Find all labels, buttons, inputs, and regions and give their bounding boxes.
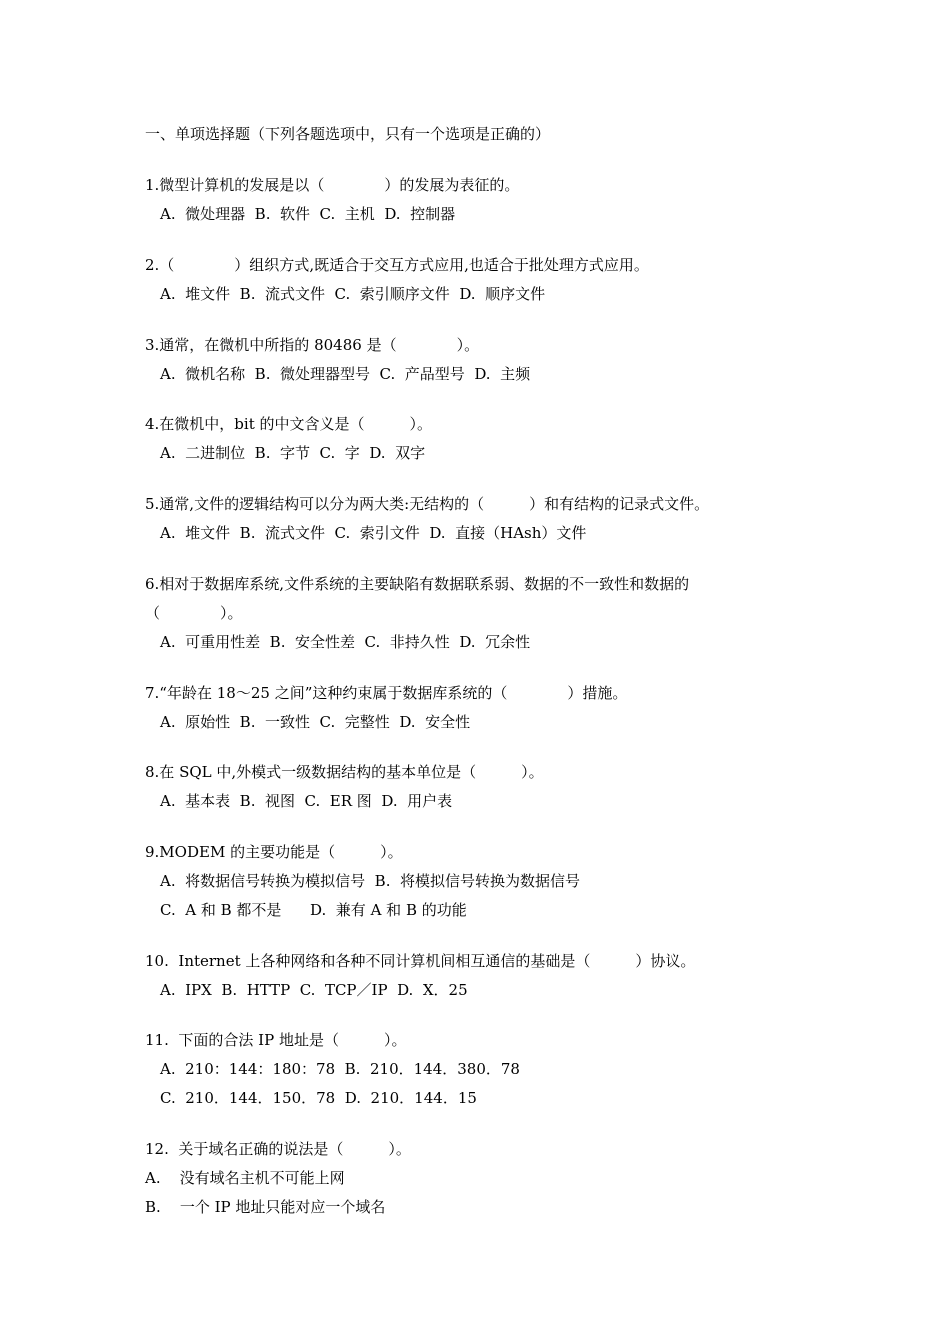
question-2-options: A. 堆文件 B. 流式文件 C. 索引顺序文件 D. 顺序文件 [160,285,546,303]
question-4-stem: 4.在微机中，bit 的中文含义是（ ）。 [145,415,433,433]
question-11-stem: 11. 下面的合法 IP 地址是（ ）。 [145,1031,407,1049]
question-10-options: A. IPX B. HTTP C. TCP／IP D. X．25 [160,981,468,999]
question-12-option-b: B. 一个 IP 地址只能对应一个域名 [145,1198,386,1216]
question-8-stem: 8.在 SQL 中,外模式一级数据结构的基本单位是（ ）。 [145,763,544,781]
question-1-options: A. 微处理器 B. 软件 C. 主机 D. 控制器 [160,205,456,223]
question-11-options-row-2: C. 210．144．150．78 D. 210．144．15 [160,1089,477,1107]
question-12-stem: 12. 关于域名正确的说法是（ ）。 [145,1140,411,1158]
question-11-options-row-1: A. 210：144：180：78 B. 210．144．380．78 [160,1060,520,1078]
question-8-options: A. 基本表 B. 视图 C. ER 图 D. 用户表 [160,792,453,810]
question-4-options: A. 二进制位 B. 字节 C. 字 D. 双字 [160,444,426,462]
question-6-stem-continued: （ ）。 [145,604,243,622]
question-3-options: A. 微机名称 B. 微处理器型号 C. 产品型号 D. 主频 [160,365,531,383]
question-7-stem: 7.“年龄在 18～25 之间”这种约束属于数据库系统的（ ）措施。 [145,684,628,702]
question-9-options-row-2: C. A 和 B 都不是 D. 兼有 A 和 B 的功能 [160,901,467,919]
section-heading: 一、单项选择题（下列各题选项中，只有一个选项是正确的） [145,125,551,143]
question-2-stem: 2.（ ）组织方式,既适合于交互方式应用,也适合于批处理方式应用。 [145,256,649,274]
question-3-stem: 3.通常，在微机中所指的 80486 是（ ）。 [145,336,480,354]
question-1-stem: 1.微型计算机的发展是以（ ）的发展为表征的。 [145,176,520,194]
question-9-stem: 9.MODEM 的主要功能是（ ）。 [145,843,403,861]
question-7-options: A. 原始性 B. 一致性 C. 完整性 D. 安全性 [160,713,471,731]
question-10-stem: 10. Internet 上各种网络和各种不同计算机间相互通信的基础是（ ）协议。 [145,952,696,970]
question-12-option-a: A. 没有域名主机不可能上网 [145,1169,345,1187]
question-5-options: A. 堆文件 B. 流式文件 C. 索引文件 D. 直接（HAsh）文件 [160,524,587,542]
question-6-stem: 6.相对于数据库系统,文件系统的主要缺陷有数据联系弱、数据的不一致性和数据的 [145,575,690,593]
question-9-options-row-1: A. 将数据信号转换为模拟信号 B. 将模拟信号转换为数据信号 [160,872,581,890]
question-6-options: A. 可重用性差 B. 安全性差 C. 非持久性 D. 冗余性 [160,633,531,651]
question-5-stem: 5.通常,文件的逻辑结构可以分为两大类:无结构的（ ）和有结构的记录式文件。 [145,495,710,513]
